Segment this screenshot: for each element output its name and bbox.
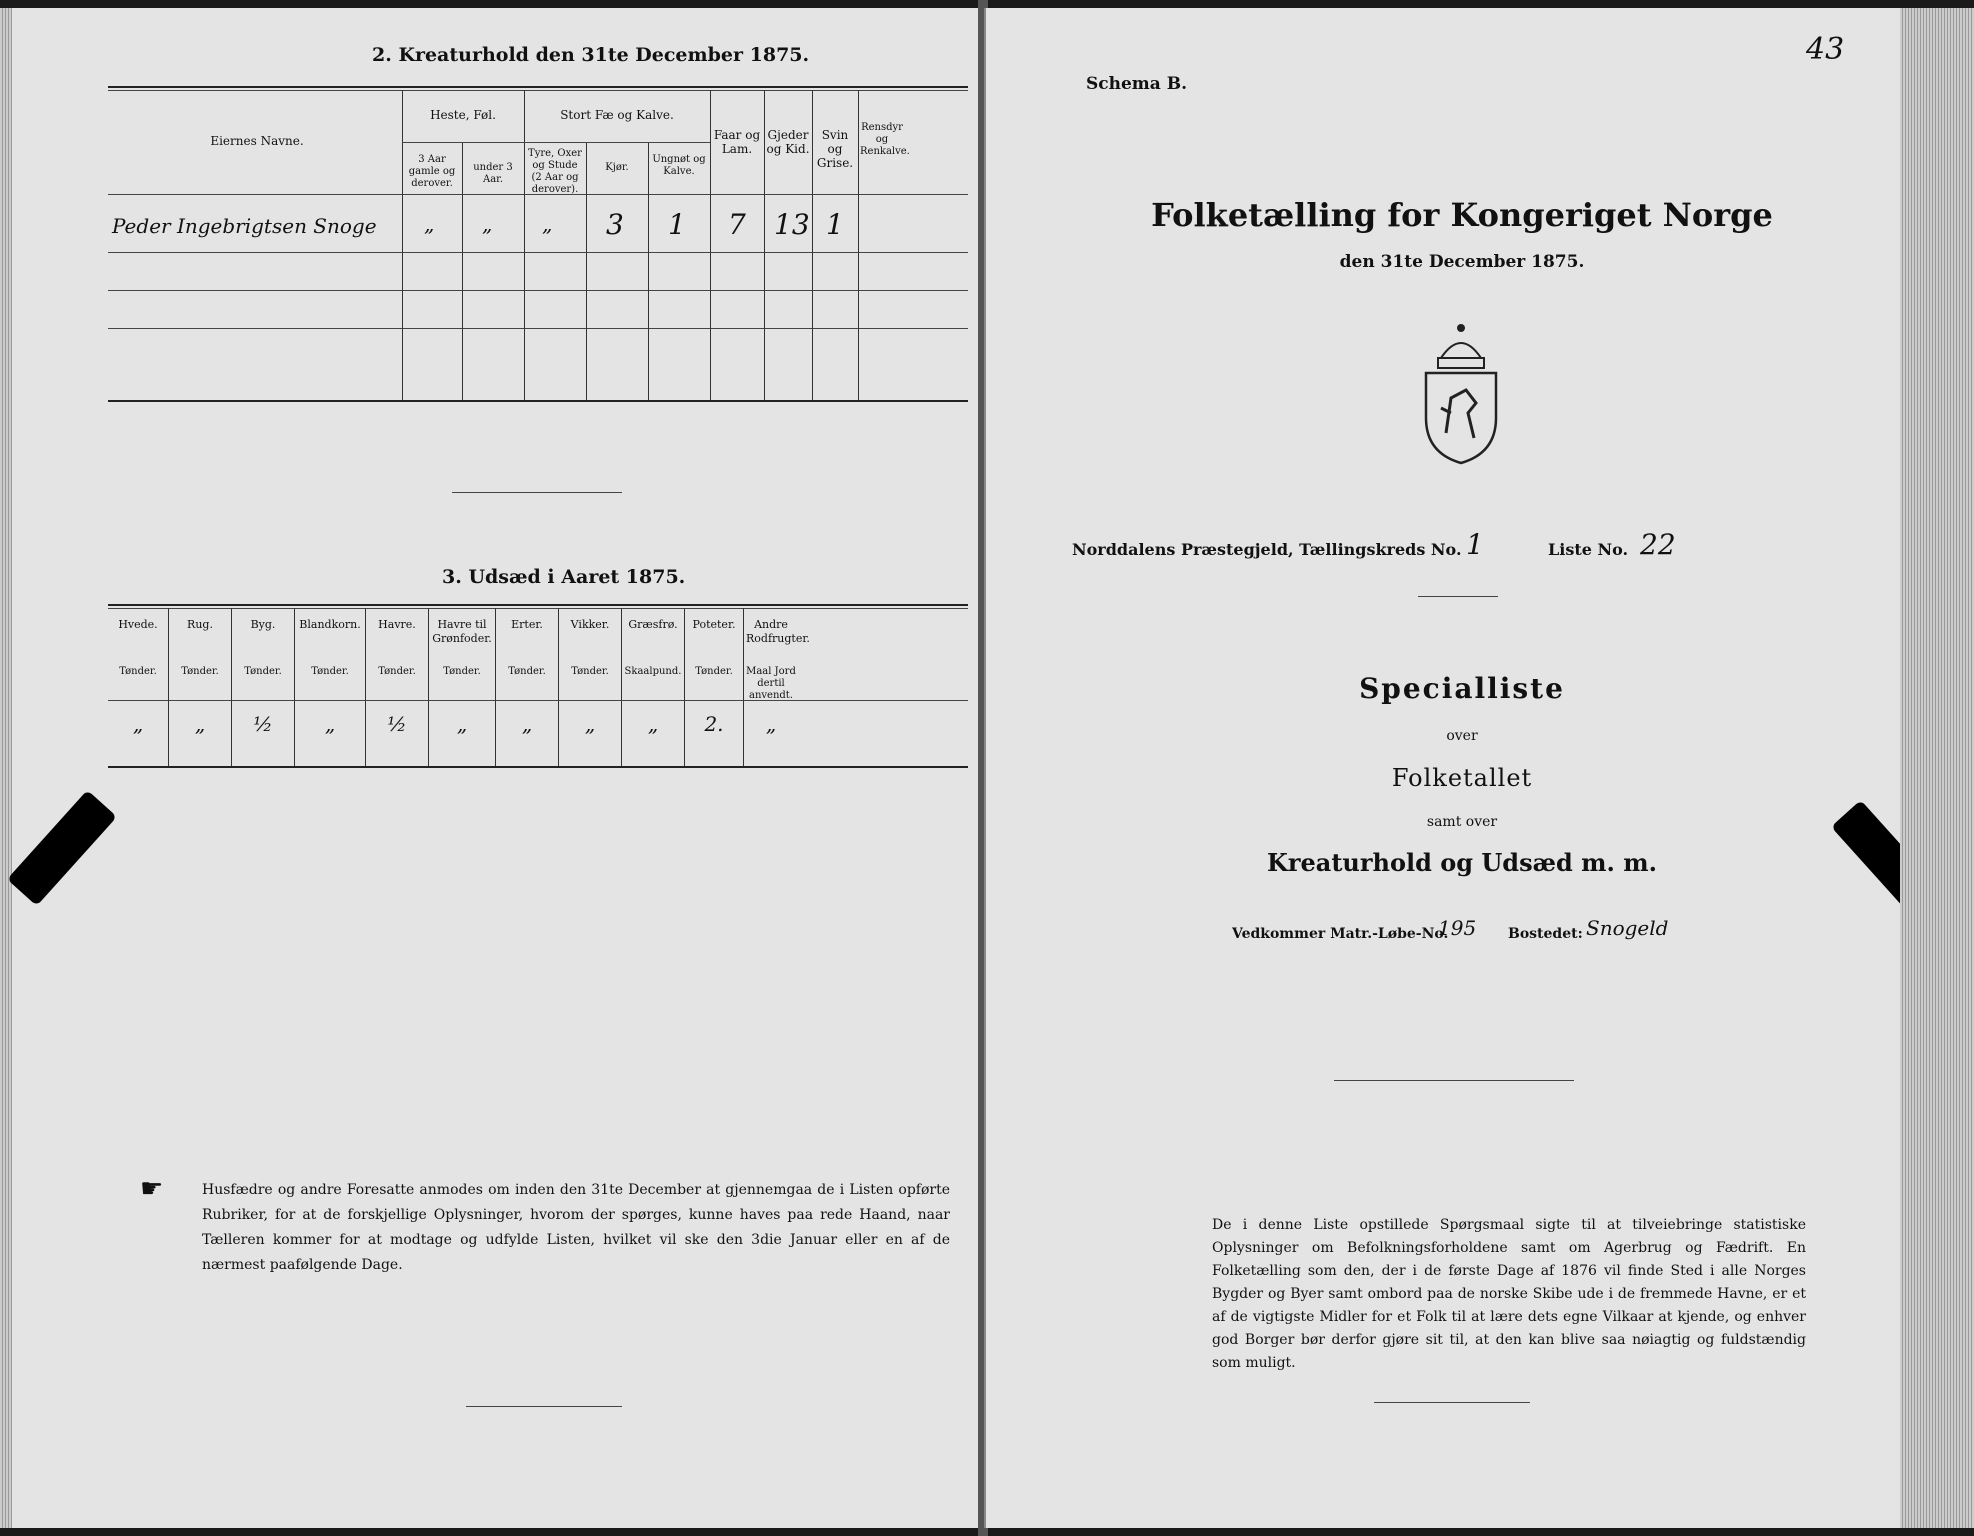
table2-top-rule <box>108 86 968 88</box>
udsaed-column-name: Græsfrø. <box>628 618 678 631</box>
udsaed-column <box>168 608 231 766</box>
udsaed-column <box>294 608 365 766</box>
table2-col-divider <box>764 90 765 400</box>
udsaed-column-name: Rug. <box>187 618 213 631</box>
table2-bottom-rule <box>108 400 968 402</box>
separator-rule <box>452 492 622 493</box>
table2-col-divider <box>710 90 711 400</box>
udsaed-column-name: Andre Rodfrugter. <box>746 618 810 645</box>
udsaed-column-unit: Tønder. <box>571 666 609 677</box>
header-faar: Faar og Lam. <box>713 128 761 156</box>
table3-top-rule <box>108 604 968 606</box>
value-tyre: „ <box>542 212 553 236</box>
udsaed-column-value: 2. <box>704 712 724 736</box>
udsaed-column-name: Erter. <box>511 618 543 631</box>
bostedet-value: Snogeld <box>1586 916 1669 940</box>
liste-number: 22 <box>1640 528 1676 561</box>
specialliste-heading: Specialliste <box>1359 672 1565 705</box>
header-heste-3aar: 3 Aar gamle og derover. <box>408 154 456 189</box>
udsaed-column-value: „ <box>647 712 659 736</box>
header-stort-fae: Stort Fæ og Kalve. <box>560 108 674 122</box>
udsaed-column-unit: Tønder. <box>378 666 416 677</box>
udsaed-column <box>558 608 621 766</box>
udsaed-table <box>108 608 968 766</box>
header-svin: Svin og Grise. <box>816 128 854 170</box>
udsaed-column-name: Havre til Grønfoder. <box>432 618 492 645</box>
table2-row-rule-3 <box>108 328 968 329</box>
udsaed-column-value: „ <box>456 712 468 736</box>
header-heste-under: under 3 Aar. <box>473 162 513 185</box>
notice-text: Husfædre og andre Foresatte anmodes om inden den 31te December at gjennemgaa de i Listen opførte Rubriker, for at de forskjellige Oplysninger, hvorom der spørges, kunne haves paa rede Haand, naar Tælleren kommer for at modtage og udfylde Listen, hvilket vil ske den 3die Januar eller en af de nærmest paafølgende Dage. <box>202 1182 950 1273</box>
udsaed-column <box>365 608 428 766</box>
udsaed-column-name: Blandkorn. <box>299 618 361 631</box>
udsaed-column-unit: Tønder. <box>244 666 282 677</box>
udsaed-column-unit: Tønder. <box>508 666 546 677</box>
value-faar: 7 <box>728 208 746 241</box>
page-number: 43 <box>1806 32 1845 67</box>
value-ungnot: 1 <box>668 208 686 241</box>
footer-rule-right <box>1374 1402 1530 1403</box>
section3-title: 3. Udsæd i Aaret 1875. <box>442 566 686 588</box>
udsaed-column-unit: Maal Jord dertil anvendt. <box>746 666 796 701</box>
liste-label: Liste No. <box>1548 540 1629 559</box>
udsaed-column-value: „ <box>584 712 596 736</box>
header-tyre: Tyre, Oxer og Stude (2 Aar og derover). <box>528 148 582 195</box>
udsaed-column <box>684 608 743 766</box>
kreaturhold-heading: Kreaturhold og Udsæd m. m. <box>1267 848 1657 877</box>
schema-label: Schema B. <box>1086 74 1188 94</box>
right-page-edges <box>1900 8 1974 1528</box>
udsaed-column-unit: Tønder. <box>119 666 157 677</box>
udsaed-column-unit: Tønder. <box>695 666 733 677</box>
udsaed-column-unit: Tønder. <box>181 666 219 677</box>
udsaed-column-unit: Tønder. <box>443 666 481 677</box>
coat-of-arms-icon <box>1406 318 1516 468</box>
table2-col-divider <box>812 90 813 400</box>
value-gjeder: 13 <box>774 208 810 241</box>
table2-col-divider <box>524 90 525 400</box>
header-rensdyr: Rensdyr og Renkalve. <box>860 122 910 157</box>
udsaed-column-unit: Skaalpund. <box>624 666 682 677</box>
table2-top-rule-thin <box>108 90 968 91</box>
value-heste-under: „ <box>482 212 493 236</box>
udsaed-column <box>231 608 294 766</box>
udsaed-column-value: „ <box>324 712 336 736</box>
udsaed-column <box>743 608 810 766</box>
header-kjor: Kjør. <box>605 162 629 173</box>
census-date: den 31te December 1875. <box>1339 252 1585 272</box>
pointing-hand-icon: ☛ <box>140 1174 164 1204</box>
table2-col-divider <box>586 142 587 400</box>
header-gjeder: Gjeder og Kid. <box>766 128 810 156</box>
samt-over-text: samt over <box>1426 814 1498 830</box>
table3-bottom-rule <box>108 766 968 768</box>
divider-short <box>1418 596 1498 597</box>
udsaed-column <box>108 608 168 766</box>
table2-row-rule-2 <box>108 290 968 291</box>
over-text: over <box>1446 728 1478 744</box>
udsaed-column <box>621 608 684 766</box>
udsaed-column-value: ½ <box>387 712 407 736</box>
udsaed-column-unit: Tønder. <box>311 666 349 677</box>
header-heste: Heste, Føl. <box>430 108 496 122</box>
udsaed-column-name: Byg. <box>250 618 276 631</box>
district-number: 1 <box>1466 528 1484 561</box>
udsaed-column-name: Poteter. <box>692 618 736 631</box>
header-ungnot: Ungnøt og Kalve. <box>652 154 706 177</box>
udsaed-column-name: Vikker. <box>570 618 610 631</box>
matr-label: Vedkommer Matr.-Løbe-No. <box>1232 926 1449 942</box>
udsaed-column-value: „ <box>132 712 144 736</box>
table2-row-rule-1 <box>108 252 968 253</box>
udsaed-column-value: „ <box>194 712 206 736</box>
section2-title: 2. Kreaturhold den 31te December 1875. <box>372 44 810 66</box>
district-label: Norddalens Præstegjeld, Tællingskreds No. <box>1072 540 1462 559</box>
owner-name: Peder Ingebrigtsen Snoge <box>112 214 377 238</box>
right-page <box>984 8 1938 1528</box>
value-svin: 1 <box>826 208 844 241</box>
udsaed-column-name: Havre. <box>378 618 416 631</box>
footer-rule <box>466 1406 622 1407</box>
table2-col-divider <box>648 142 649 400</box>
matr-number: 195 <box>1438 916 1477 940</box>
explanatory-paragraph: De i denne Liste opstillede Spørgsmaal sigte til at tilveiebringe statistiske Oplysninger om Befolkningsforholdene samt om Agerbrug og Fædrift. En Folketælling som den, der i de første Dage af 1876 vil finde Sted i alle Norges Bygder og Byer samt ombord paa de norske Skibe ude i de fremmede Havne, er et af de vigtigste Midler for et Folk til at lære dets egne Vilkaar at kjende, og enhver god Borger bør derfor gjøre sit til, at den kan blive saa nøiagtig og fuldstændig som muligt. <box>1212 1217 1806 1371</box>
udsaed-column-value: ½ <box>253 712 273 736</box>
udsaed-column-value: „ <box>765 712 777 736</box>
folketallet-heading: Folketallet <box>1391 764 1533 792</box>
udsaed-column <box>428 608 495 766</box>
udsaed-column-value: „ <box>521 712 533 736</box>
value-kjor: 3 <box>606 208 624 241</box>
page-clamp-icon <box>7 790 117 906</box>
table2-col-divider <box>858 90 859 400</box>
udsaed-column-name: Hvede. <box>118 618 158 631</box>
table2-col-divider <box>402 90 403 400</box>
udsaed-column <box>495 608 558 766</box>
header-owner: Eiernes Navne. <box>210 134 304 148</box>
left-page <box>12 8 982 1528</box>
value-heste-3aar: „ <box>424 212 435 236</box>
bostedet-label: Bostedet: <box>1508 926 1583 942</box>
divider-medium <box>1334 1080 1574 1081</box>
table2-col-divider <box>462 142 463 400</box>
main-title: Folketælling for Kongeriget Norge <box>1151 196 1773 234</box>
table2-subheader-rule <box>402 142 710 143</box>
